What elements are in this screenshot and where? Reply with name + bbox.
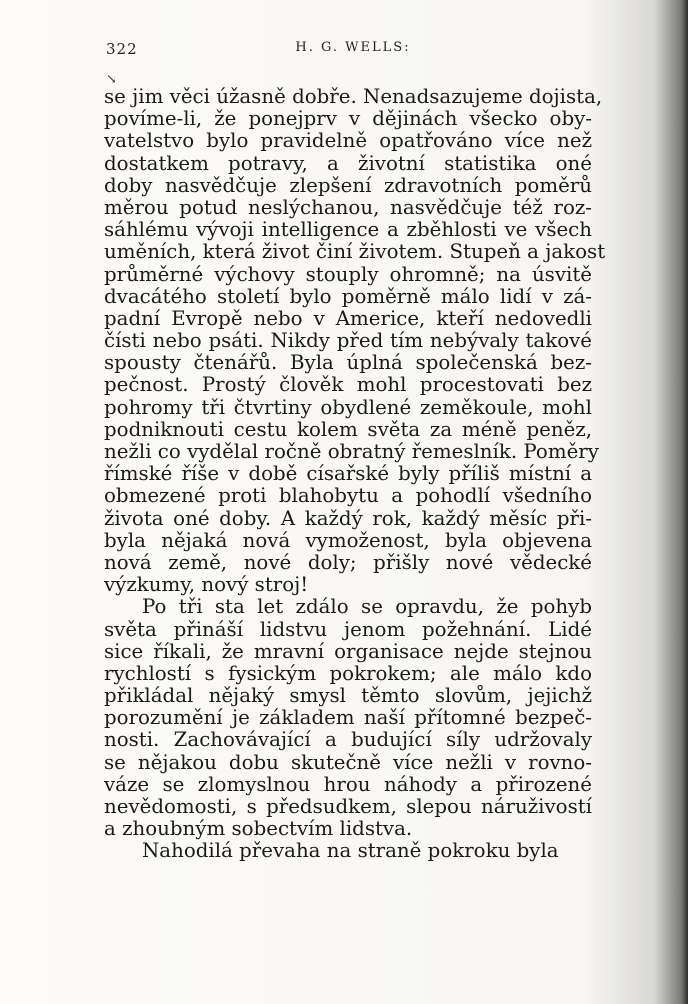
text-line: pohromy tři čtvrtiny obydlené zeměkoule, mohl xyxy=(104,395,592,419)
text-line: Po tři sta let zdálo se opravdu, že pohyb xyxy=(142,595,592,619)
text-line: měrou potud neslýchanou, nasvědčuje též roz- xyxy=(104,195,592,219)
text-line: porozumění je základem naší přítomné bezpeč- xyxy=(104,706,592,730)
printer-mark-icon: ↘ xyxy=(106,72,117,87)
text-line: přikládal nějaký smysl těmto slovům, jejichž xyxy=(104,684,592,708)
text-line: světa přináší lidstvu jenom požehnání. Lidé xyxy=(104,617,592,641)
text-line: pečnost. Prostý člověk mohl procestovati bez xyxy=(104,373,592,397)
text-line: čísti nebo psáti. Nikdy před tím nebývaly takové xyxy=(104,329,592,353)
text-line: nežli co vydělal ročně obratný řemeslník. Poměry xyxy=(104,440,599,463)
text-line: římské říše v době císařské byly příliš místní a xyxy=(104,462,592,486)
text-line: Nahodilá převaha na straně pokroku byla xyxy=(142,839,559,863)
text-line: uměních, která život činí životem. Stupeň a jakost xyxy=(104,240,606,264)
text-line: nevědomosti, s předsudkem, slepou náruživostí xyxy=(104,795,592,818)
text-line: života oné doby. A každý rok, každý měsíc při- xyxy=(104,506,592,530)
text-line: podniknouti cestu kolem světa za méně peněz, xyxy=(104,417,592,441)
text-line: padní Evropě nebo v Americe, kteří nedovedli xyxy=(104,306,592,330)
page-number: 322 xyxy=(106,40,138,58)
page-header xyxy=(106,40,600,62)
running-head: H. G. WELLS: xyxy=(295,40,411,55)
text-line: obmezené proti blahobytu a pohodlí všedního xyxy=(104,484,592,508)
text-line: spousty čtenářů. Byla úplná společenská bez- xyxy=(104,351,592,375)
text-line: průměrné výchovy stouply ohromně; na úsvitě xyxy=(104,262,592,286)
text-line: dostatkem potravy, a životní statistika oné xyxy=(104,151,592,175)
text-line: výzkumy, nový stroj! xyxy=(104,573,309,597)
body-text xyxy=(104,85,606,863)
text-line: nosti. Zachovávající a budující síly udržovaly xyxy=(104,728,592,752)
text-line: sice říkali, že mravní organisace nejde stejnou xyxy=(104,639,592,663)
text-line: se jim věci úžasně dobře. Nenadsazujeme dojista, xyxy=(104,85,603,108)
text-line: váze se zlomyslnou hrou náhody a přirozené xyxy=(104,772,592,796)
text-line: a zhoubným sobectvím lidstva. xyxy=(104,817,413,841)
text-line: vatelstvo bylo pravidelně opatřováno více než xyxy=(104,129,592,153)
text-line: nová země, nové doly; přišly nové vědecké xyxy=(104,550,592,574)
text-line: se nějakou dobu skutečně více nežli v rovno- xyxy=(104,750,592,774)
text-line: byla nějaká nová vymoženost, byla objevena xyxy=(104,528,592,552)
text-line: dvacátého století bylo poměrně málo lidí v zá- xyxy=(104,284,592,308)
text-line: sáhlému vývoji intelligence a zběhlosti ve všech xyxy=(104,218,592,242)
text-line: povíme-li, že ponejprv v dějinách všecko oby- xyxy=(104,107,592,131)
text-line: rychlostí s fysickým pokrokem; ale málo kdo xyxy=(104,661,592,685)
text-line: doby nasvědčuje zlepšení zdravotních poměrů xyxy=(104,173,592,197)
